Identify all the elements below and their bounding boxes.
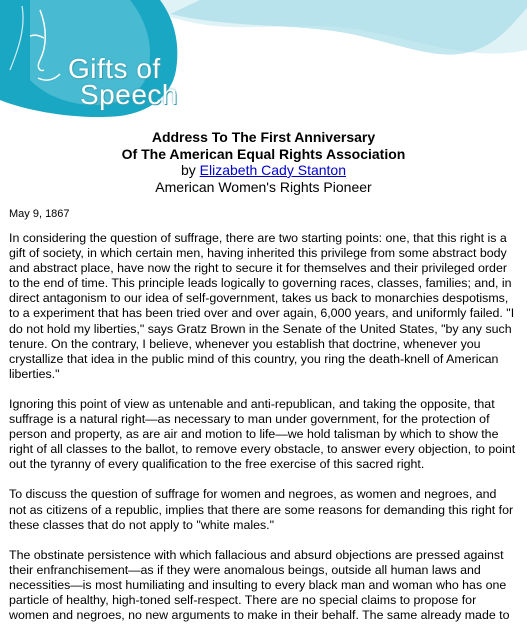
author-link[interactable]: Elizabeth Cady Stanton bbox=[199, 162, 346, 178]
logo-line-2: Speech bbox=[80, 79, 178, 110]
paragraph: In considering the question of suffrage, there are two starting points: one, that this right is a gift of society, in which certain men, having inherited this privilege from some abstract body and abstract place, have now the right to secure it for themselves and their privileged order to the end of time. This principle leads logically to governing races, classes, families; and, in direct antagonism to our idea of self-government, takes us back to monarchies despotisms, to a experiment that has been tried over and over again, 6,000 years, and uniformly failed. "I do not hold my liberties," says Gratz Brown in the Senate of the United States, "by any such tenure. On the contrary, I believe, whenever you establish that doctrine, whenever you crystallize that idea in the public mind of this country, you ring the death-knell of American liberties." bbox=[9, 231, 515, 381]
author-subtitle: American Women's Rights Pioneer bbox=[155, 178, 372, 195]
paragraph: To discuss the question of suffrage for women and negroes, as women and negroes, and not as citizens of a republic, implies that there are some reasons for demanding this right for these classes that do not apply to "white males." bbox=[9, 487, 514, 532]
speech-body bbox=[9, 231, 517, 638]
paragraph: Ignoring this point of view as untenable and anti-republican, and taking the opposite, that suffrage is a natural right—as necessary to man under government, for the protection of person and property, as are air and motion to life—we hold talisman by which to show the right of all classes to the ballot, to remove every obstacle, to answer every objection, to point out the tyranny of every qualification to the free exercise of this sacred right. bbox=[9, 396, 516, 472]
speech-heading bbox=[0, 129, 527, 195]
by-label: by bbox=[180, 162, 196, 178]
site-logo-text[interactable] bbox=[68, 53, 178, 110]
speech-date: May 9, 1867 bbox=[9, 208, 70, 220]
logo-line-1: Gifts of bbox=[68, 53, 161, 84]
speech-title-line-1: Address To The First Anniversary bbox=[151, 129, 376, 145]
speech-title-line-2: Of The American Equal Rights Association bbox=[121, 145, 406, 162]
byline bbox=[181, 162, 346, 178]
paragraph: The obstinate persistence with which fallacious and absurd objections are pressed against their enfranchisement—as if they were anomalous beings, outside all human laws and necessities—is most humiliating and insulting to every black man and woman who has one particle of healthy, high-toned self-respect. There are no special claims to propose for women and negroes, no new arguments to make in their behalf. The same already made to bbox=[9, 547, 510, 623]
site-banner bbox=[0, 0, 527, 120]
